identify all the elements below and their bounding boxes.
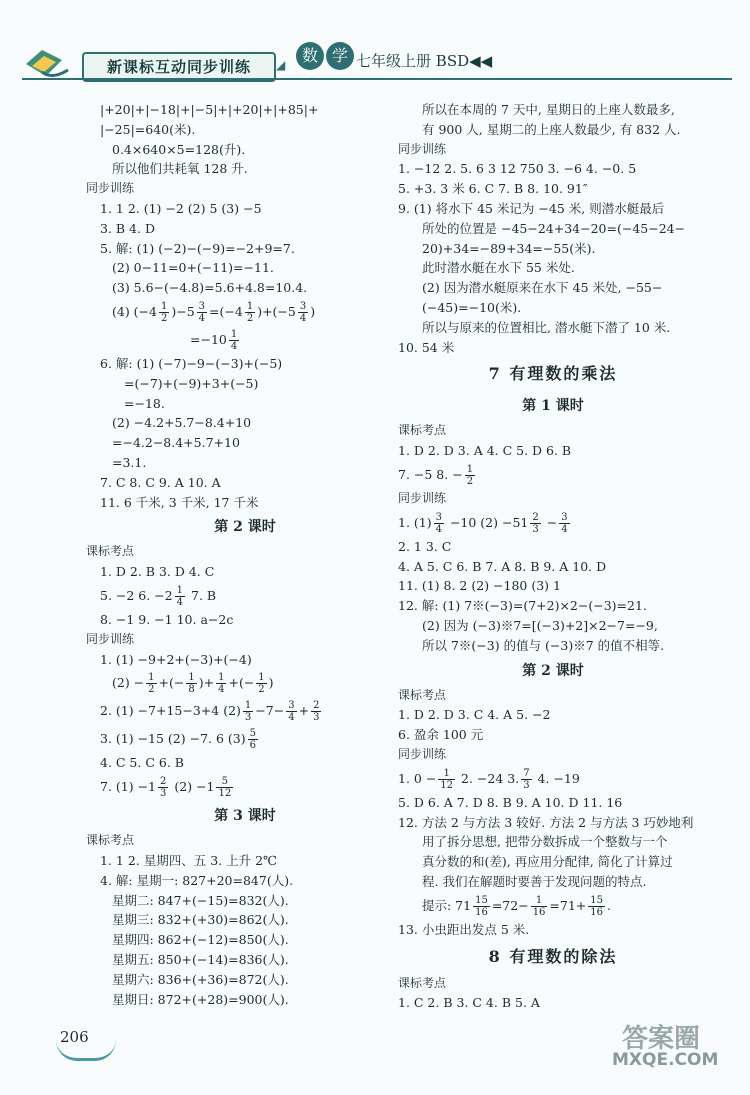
- lesson-heading: 第 1 课时: [522, 398, 584, 415]
- text-line: (2) 0−11=0+(−11)=−11.: [112, 260, 274, 276]
- fraction-line: 5. −2 6. −2 $\frac{1}{4}$ 7. B: [100, 584, 217, 608]
- text-line: 6. 盈余 100 元: [398, 727, 484, 743]
- section-label: 课标考点: [398, 975, 447, 990]
- lesson-heading: 第 2 课时: [522, 662, 584, 679]
- grade-label: 七年级上册 BSD◀◀: [356, 52, 493, 70]
- header-rule: [22, 78, 732, 80]
- series-banner: 新课标互动同步训练: [82, 52, 276, 82]
- fraction-line: 7. −5 8. − $\frac{1}{2}$: [398, 463, 474, 487]
- left-column: [86, 100, 390, 1009]
- text-line: =3.1.: [112, 454, 147, 470]
- subject-char-icon: 学: [326, 42, 354, 70]
- text-line: 4. 解: 星期一: 827+20=847(人).: [100, 872, 294, 888]
- text-line: (2) 因为 (−3)※7=[(−3)+2]×2−7=−9,: [422, 617, 658, 633]
- chapter-heading: 7 有理数的乘法: [488, 364, 618, 384]
- text-line: 6. 解: (1) (−7)−9−(−3)+(−5): [100, 355, 283, 371]
- text-line: 20)+34=−89+34=−55(米).: [422, 240, 596, 256]
- text-line: 星期五: 850+(−14)=836(人).: [112, 951, 289, 967]
- text-line: 5. D 6. A 7. D 8. B 9. A 10. D 11. 16: [398, 794, 623, 810]
- text-line: 3. B 4. D: [100, 220, 155, 236]
- text-line: (2) −4.2+5.7−8.4+10: [112, 415, 252, 431]
- text-line: 1. D 2. D 3. A 4. C 5. D 6. B: [398, 443, 572, 459]
- text-line: 4. C 5. C 6. B: [100, 755, 184, 771]
- text-line: 星期二: 847+(−15)=832(人).: [112, 892, 289, 908]
- section-label: 课标考点: [86, 544, 135, 559]
- text-line: 11. (1) 8. 2 (2) −180 (3) 1: [398, 578, 561, 594]
- text-line: |+20|+|−18|+|−5|+|+20|+|+85|+: [100, 102, 319, 117]
- text-line: 12. 解: (1) 7※(−3)=(7+2)×2−(−3)=21.: [398, 598, 647, 614]
- edition-label: BSD◀◀: [435, 52, 493, 70]
- fraction-line: 1. (1) $\frac{3}{4}$ −10 (2) −51 $\frac{2}{3}$ − $\frac{3}{4}$: [398, 511, 568, 535]
- text-line: 8. −1 9. −1 10. a−2c: [100, 611, 234, 627]
- text-line: 真分数的和(差), 再应用分配律, 简化了计算过: [422, 854, 673, 870]
- text-line: (3) 5.6−(−4.8)=5.6+4.8=10.4.: [112, 280, 308, 296]
- text-line: 此时潜水艇在水下 55 米处.: [422, 260, 575, 276]
- text-line: 9. (1) 将水下 45 米记为 −45 米, 则潜水艇最后: [398, 200, 665, 216]
- text-line: 7. C 8. C 9. A 10. A: [100, 474, 221, 490]
- banner-arrow-icon: ◢: [276, 58, 286, 72]
- section-label: 同步训练: [398, 141, 447, 156]
- text-line: 2. 1 3. C: [398, 538, 452, 554]
- page-number: 206: [60, 1028, 89, 1046]
- lesson-heading: 第 2 课时: [214, 519, 276, 536]
- text-line: 星期六: 836+(+36)=872(人).: [112, 971, 289, 987]
- text-line: 1. D 2. B 3. D 4. C: [100, 564, 215, 580]
- text-line: 12. 方法 2 与方法 3 较好. 方法 2 与方法 3 巧妙地利: [398, 814, 694, 830]
- book-logo-icon: [22, 42, 74, 82]
- section-label: 同步训练: [86, 181, 135, 196]
- text-line: (2) 因为潜水艇原来在水下 45 米处, −55−: [422, 280, 663, 296]
- fraction-line: 提示: 71 $\frac{15}{16}$ =72− $\frac{1}{16}$ =71+ $\frac{15}{16}$ .: [422, 894, 611, 918]
- text-line: 有 900 人, 星期二的上座人数最少, 有 832 人.: [422, 121, 681, 137]
- fraction-line: 3. (1) −15 (2) −7. 6 (3) $\frac{5}{6}$: [100, 728, 256, 752]
- text-line: 1. 1 2. (1) −2 (2) 5 (3) −5: [100, 200, 262, 216]
- text-line: 所以他们共耗氧 128 升.: [112, 161, 248, 177]
- text-line: 1. (1) −9+2+(−3)+(−4): [100, 651, 252, 667]
- text-line: 所处的位置是 −45−24+34−20=(−45−24−: [422, 220, 686, 236]
- text-line: =−18.: [124, 395, 165, 411]
- text-line: 4. A 5. C 6. B 7. A 8. B 9. A 10. D: [398, 558, 607, 574]
- fraction-line: =−10 $\frac{1}{4}$: [190, 328, 238, 352]
- text-line: 0.4×640×5=128(升).: [112, 141, 246, 157]
- section-label: 课标考点: [398, 423, 447, 438]
- section-label: 同步训练: [398, 490, 447, 505]
- text-line: |−25|=640(米).: [100, 121, 196, 137]
- fraction-line: 2. (1) −7+15−3+4 (2) $\frac{1}{3}$ −7− $\frac{3}{4}$ + $\frac{2}{3}$: [100, 700, 320, 724]
- fraction-line: 7. (1) −1 $\frac{2}{3}$ (2) −1 $\frac{5}{12}$: [100, 776, 232, 800]
- text-line: (−45)=−10(米).: [422, 299, 522, 315]
- text-line: =(−7)+(−9)+3+(−5): [124, 375, 259, 391]
- text-line: 1. C 2. B 3. C 4. B 5. A: [398, 995, 540, 1011]
- fraction-line: 1. 0 − $\frac{1}{12}$ 2. −24 3. $\frac{7}{3}$ 4. −19: [398, 767, 580, 791]
- text-line: 1. 1 2. 星期四、五 3. 上升 2℃: [100, 852, 278, 868]
- watermark-url: MXQE.COM: [612, 1050, 719, 1070]
- text-line: 星期三: 832+(+30)=862(人).: [112, 912, 289, 928]
- text-line: 1. D 2. D 3. C 4. A 5. −2: [398, 707, 551, 723]
- text-line: 所以在本周的 7 天中, 星期日的上座人数最多,: [422, 102, 675, 117]
- section-label: 同步训练: [398, 746, 447, 761]
- text-line: 1. −12 2. 5. 6 3 12 750 3. −6 4. −0. 5: [398, 161, 637, 177]
- text-line: 13. 小虫距出发点 5 米.: [398, 921, 530, 937]
- watermark-logo: 答案圈: [622, 1024, 701, 1054]
- text-line: 5. 解: (1) (−2)−(−9)=−2+9=7.: [100, 240, 295, 256]
- chapter-heading: 8 有理数的除法: [488, 946, 618, 966]
- fraction-line: (2) − $\frac{1}{2}$ +(− $\frac{1}{8}$ )+ $\frac{1}{4}$ +(− $\frac{1}{2}$ ): [112, 672, 274, 696]
- text-line: 星期四: 862+(−12)=850(人).: [112, 932, 289, 948]
- text-line: =−4.2−8.4+5.7+10: [112, 435, 240, 451]
- section-label: 课标考点: [398, 687, 447, 702]
- text-line: 11. 6 千米, 3 千米, 17 千米: [100, 494, 259, 510]
- text-line: 用了拆分思想, 把带分数拆成一个整数与一个: [422, 834, 668, 850]
- section-label: 课标考点: [86, 833, 135, 848]
- text-line: 所以 7※(−3) 的值与 (−3)※7 的值不相等.: [422, 637, 665, 653]
- page-number-swoosh: [56, 1040, 116, 1061]
- subject-char-icon: 数: [296, 42, 324, 70]
- right-column: [398, 100, 708, 1013]
- lesson-heading: 第 3 课时: [214, 808, 276, 825]
- text-line: 所以与原来的位置相比, 潜水艇下潜了 10 米.: [422, 319, 671, 335]
- text-line: 星期日: 872+(+28)=900(人).: [112, 991, 289, 1007]
- text-line: 5. +3. 3 米 6. C 7. B 8. 10. 91″: [398, 181, 588, 197]
- text-line: 程. 我们在解题时要善于发现问题的特点.: [422, 873, 647, 889]
- section-label: 同步训练: [86, 631, 135, 646]
- fraction-line: (4) (−4 $\frac{1}{2}$ )−5 $\frac{3}{4}$ =(−4 $\frac{1}{2}$ )+(−5 $\frac{3}{4}$ ): [112, 300, 316, 324]
- text-line: 10. 54 米: [398, 339, 455, 355]
